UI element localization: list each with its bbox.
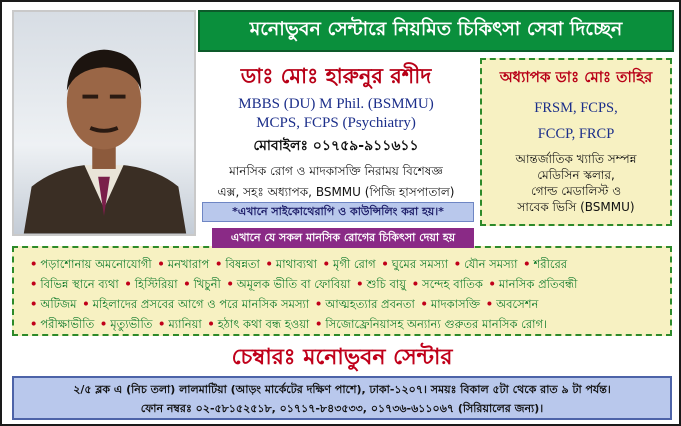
doctor2-note-3: গোল্ড মেডালিস্ট ও — [530, 184, 622, 198]
condition-item: মানসিক প্রতিবন্ধী — [498, 277, 578, 291]
condition-item: শরীরের — [533, 257, 568, 271]
doctor-photo — [12, 10, 196, 236]
condition-item: মাদকাসক্তি — [430, 297, 481, 311]
doctor1-phone: মোবাইলঃ ০১৭৫৯-৯১১৬১১ — [253, 138, 419, 154]
doctor2-note-2: মেডিসিন স্কলার, — [537, 168, 615, 182]
condition-item: হঠাৎ কথা বন্ধ হওয়া — [217, 317, 310, 331]
bullet-icon: • — [99, 317, 108, 331]
doctor2-note-1: আন্তর্জাতিক খ্যাতি সম্পন্ন — [515, 152, 637, 166]
condition-item: মৃগী রোগ — [332, 257, 376, 271]
bullet-icon: • — [314, 317, 323, 331]
chamber-title: চেম্বারঃ মনোভুবন সেন্টার — [231, 344, 453, 370]
conditions-line-4 — [28, 316, 668, 335]
condition-item: মাথাব্যথা — [275, 257, 317, 271]
bullet-icon: • — [485, 297, 494, 311]
doctor1-position: এক্স, সহঃ অধ্যাপক, BSMMU (পিজি হাসপাতাল) — [217, 185, 455, 199]
doctor1-degrees-2: MCPS, FCPS (Psychiatry) — [256, 115, 416, 131]
condition-item: মনখারাপ — [167, 257, 210, 271]
bullet-icon: • — [158, 317, 166, 331]
footer-address-box — [12, 376, 672, 420]
condition-item: অবসেশন — [496, 297, 539, 311]
bullet-icon: • — [265, 257, 273, 271]
bullet-icon: • — [207, 317, 215, 331]
footer-address: ২/৫ ব্লক এ (নিচ তলা) লালমাটিয়া (আড়ং মার্কেটের দক্ষিণ পাশে), ঢাকা-১২০৭। সময়ঃ বিকাল ৫টা থেকে রাত ৯ টা পর্যন্ত। — [73, 383, 611, 396]
bullet-icon: • — [30, 297, 38, 311]
bullet-icon: • — [226, 277, 234, 291]
bullet-icon: • — [356, 277, 364, 291]
condition-item: পড়াশোনায় অমনোযোগী — [40, 257, 152, 271]
condition-item: বিভিন্ন স্থানে ব্যথা — [40, 277, 119, 291]
conditions-line-3 — [28, 296, 668, 315]
bullet-icon: • — [82, 297, 90, 311]
doctor1-section — [198, 56, 474, 202]
doctor2-name: অধ্যাপক ডাঃ মোঃ তাহির — [499, 68, 653, 86]
condition-item: মহিলাদের প্রসবের আগে ও পরে মানসিক সমস্যা — [92, 297, 310, 311]
banner-title: মনোভুবন সেন্টারে নিয়মিত চিকিৎসা সেবা দিচ্ছেন — [249, 18, 623, 40]
bullet-icon: • — [381, 257, 389, 271]
doctor2-note-4: সাবেক ভিসি (BSMMU) — [517, 200, 635, 214]
bullet-icon: • — [411, 277, 420, 291]
bullet-icon: • — [453, 257, 462, 271]
condition-item: সিজোফ্রেনিয়াসহ অন্যান্য গুরুতর মানসিক রোগ। — [325, 317, 548, 331]
condition-item: হিস্টিরিয়া — [134, 277, 178, 291]
condition-item: পরীক্ষাভীতি — [40, 317, 95, 331]
psychotherapy-text: *এখানে সাইকোথেরাপি ও কাউন্সিলিং করা হয়।* — [232, 204, 444, 218]
doctor-portrait-image — [14, 12, 194, 234]
psychotherapy-strip — [202, 202, 474, 222]
doctor1-name: ডাঃ মোঃ হারুনুর রশীদ — [240, 64, 432, 88]
top-banner — [198, 10, 674, 52]
bullet-icon: • — [314, 297, 323, 311]
conditions-header — [212, 228, 474, 248]
doctor2-section — [480, 58, 672, 226]
conditions-box — [12, 246, 672, 336]
condition-item: খিচুনী — [193, 277, 221, 291]
bullet-icon: • — [157, 257, 165, 271]
condition-item: অমূলক ভীতি বা ফোবিয়া — [236, 277, 351, 291]
condition-item: যৌন সমস্যা — [464, 257, 518, 271]
condition-item: ম্যানিয়া — [168, 317, 202, 331]
doctor2-degrees-1: FRSM, FCPS, — [534, 100, 618, 116]
footer-phone: ফোন নম্বরঃ ০২-৫৮১৫২৫১৮, ০১৭১৭-৮৪৩৫৩৩, ০১৭৩৬-৬১১০৬৭ (সিরিয়ালের জন্য)। — [140, 402, 544, 415]
conditions-line-2 — [28, 276, 668, 295]
condition-item: মৃত্যুভীতি — [110, 317, 153, 331]
bullet-icon: • — [183, 277, 191, 291]
bullet-icon: • — [420, 297, 428, 311]
condition-item: ঘুমের সমস্যা — [391, 257, 449, 271]
bullet-icon: • — [322, 257, 330, 271]
bullet-icon: • — [523, 257, 531, 271]
condition-item: আত্মহত্যার প্রবনতা — [325, 297, 415, 311]
condition-item: শুচি বায়ু — [366, 277, 407, 291]
doctor1-specialty: মানসিক রোগ ও মাদকাসক্তি নিরাময় বিশেষজ্ঞ — [229, 164, 443, 178]
doctor2-notes — [482, 151, 670, 215]
doctor2-degrees-2: FCCP, FRCP — [537, 126, 615, 142]
conditions-line-1 — [28, 256, 668, 275]
condition-item: অটিজম — [40, 297, 77, 311]
condition-item: বিষন্নতা — [225, 257, 260, 271]
bullet-icon: • — [30, 317, 38, 331]
bullet-icon: • — [30, 277, 38, 291]
bullet-icon: • — [488, 277, 496, 291]
bullet-icon: • — [30, 257, 38, 271]
conditions-header-text: এখানে যে সকল মানসিক রোগের চিকিৎসা দেয়া হয় — [230, 230, 456, 244]
condition-item: সন্দেহ বাতিক — [422, 277, 483, 291]
bullet-icon: • — [124, 277, 132, 291]
doctor1-degrees-1: MBBS (DU) M Phil. (BSMMU) — [238, 96, 434, 112]
bullet-icon: • — [214, 257, 223, 271]
